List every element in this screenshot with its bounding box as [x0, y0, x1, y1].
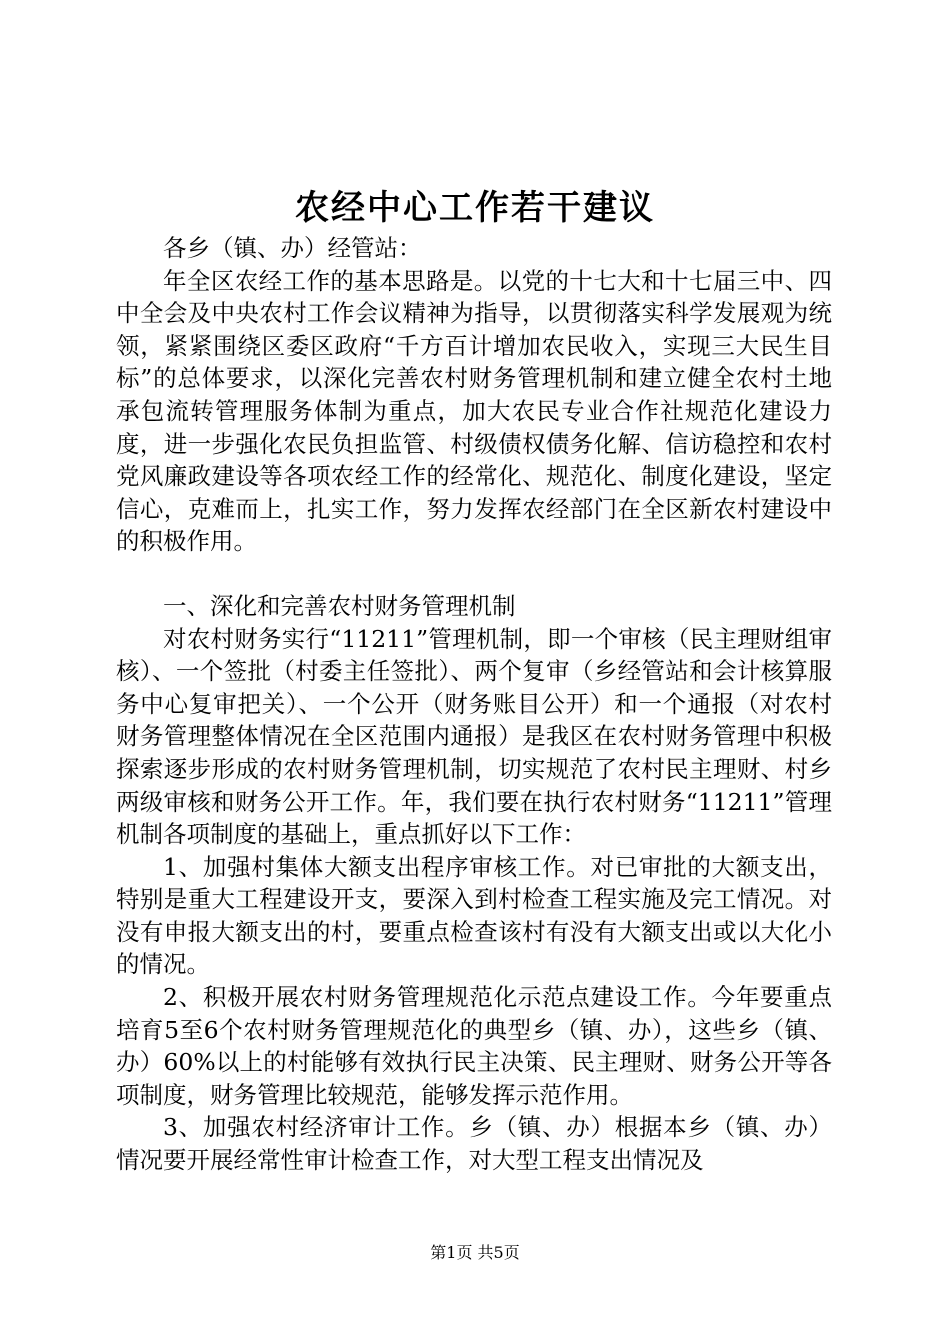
paragraph-item-1: 1、加强村集体大额支出程序审核工作。对已审批的大额支出，特别是重大工程建设开支，要深入到村检查工程实施及完工情况。对没有申报大额支出的村，要重点检查该村有没有大额支出或以大化小的情况。 — [116, 852, 832, 979]
document-title: 农经中心工作若干建议 — [295, 188, 655, 228]
paragraph-item-2: 2、积极开展农村财务管理规范化示范点建设工作。今年要重点培育5至6个农村财务管理规范化的典型乡（镇、办），这些乡（镇、办）60%以上的村能够有效执行民主决策、民主理财、财务公开等各项制度，财务管理比较规范，能够发挥示范作用。 — [116, 983, 832, 1109]
paragraph-intro: 年全区农经工作的基本思路是。以党的十七大和十七届三中、四中全会及中央农村工作会议精神为指导，以贯彻落实科学发展观为统领，紧紧围绕区委区政府“千方百计增加农民收入，实现三大民生目标”的总体要求，以深化完善农村财务管理机制和建立健全农村土地承包流转管理服务体制为重点，加大农民专业合作社规范化建设力度，进一步强化农民负担监管、村级债权债务化解、信访稳控和农村党风廉政建设等各项农经工作的经常化、规范化、制度化建设，坚定信心，克难而上，扎实工作，努力发挥农经部门在全区新农村建设中的积极作用。 — [116, 266, 832, 556]
document-body — [116, 232, 832, 1177]
section-heading-1: 一、深化和完善农村财务管理机制 — [163, 591, 516, 620]
page-footer: 第1页 共5页 — [430, 1243, 520, 1262]
paragraph-finance-mechanism: 对农村财务实行“11211”管理机制，即一个审核（民主理财组审核）、一个签批（村委主任签批）、两个复审（乡经管站和会计核算服务中心复审把关）、一个公开（财务账目公开）和一个通报（对农村财务管理整体情况在全区范围内通报）是我区在农村财务管理中积极探索逐步形成的农村财务管理机制，切实规范了农村民主理财、村乡两级审核和财务公开工作。年，我们要在执行农村财务“11211”管理机制各项制度的基础上，重点抓好以下工作： — [116, 624, 832, 849]
paragraph-item-3: 3、加强农村经济审计工作。乡（镇、办）根据本乡（镇、办）情况要开展经常性审计检查工作，对大型工程支出情况及 — [116, 1113, 832, 1175]
salutation: 各乡（镇、办）经管站： — [163, 234, 422, 262]
